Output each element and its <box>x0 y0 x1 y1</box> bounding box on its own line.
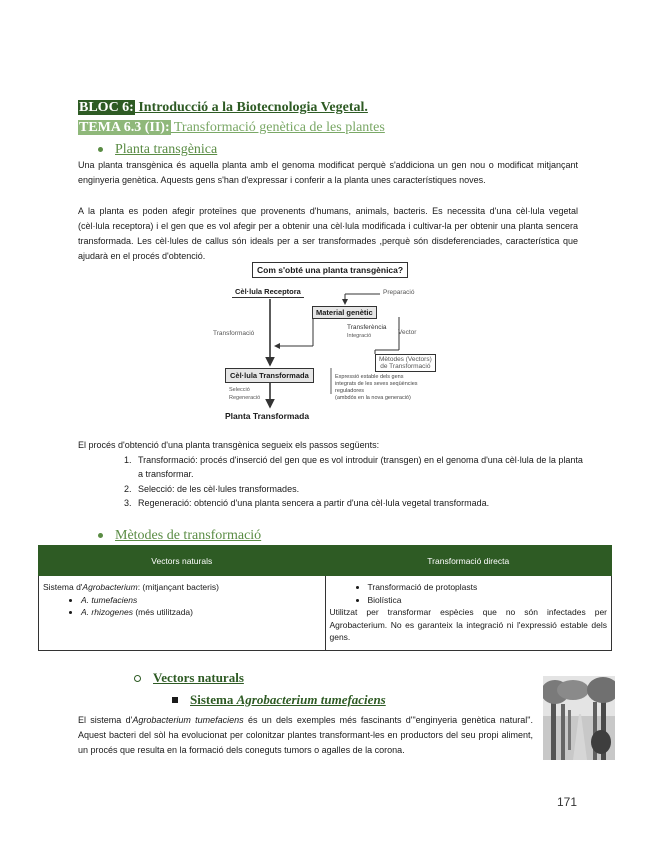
diagram-integracio: Integració <box>347 333 372 339</box>
diagram-regeneracio: Regeneració <box>229 395 261 401</box>
diagram-note-4: (ambdós en la nova generació) <box>335 395 411 401</box>
step-item: 3. Regeneració: obtenció d'una planta sencera a partir d'una cèl·lula vegetal transformada. <box>134 496 583 511</box>
bloc-heading <box>78 100 368 116</box>
square-bullet-icon <box>172 697 178 703</box>
final-italic: Agrobacterium tumefaciens <box>132 715 244 725</box>
section-title: Planta transgènica <box>115 142 218 157</box>
agro-list <box>43 594 321 619</box>
step-item: 1. Transformació: procés d'inserció del gen que es vol introduir (transgen) en el genoma d'una cèl·lula de la planta a transformar. <box>134 453 583 482</box>
section-title: Mètodes de transformació <box>115 528 262 543</box>
list-item: • Transformació de protoplasts <box>368 581 608 594</box>
bullet-dot-icon <box>98 533 103 538</box>
step-item: 2. Selecció: de les cèl·lules transformades. <box>134 482 583 497</box>
paragraph-definition: Una planta transgènica és aquella planta amb el genoma modificat perquè s'addiciona un gen nou o modificat mitjançant enginyeria genètica. Aquests gens s'han d'expressar i conferir a la planta unes característiques noves. <box>78 160 578 185</box>
list-item: • Biolística <box>368 594 608 607</box>
methods-table <box>38 545 612 651</box>
diagram-planta: Planta Transformada <box>225 411 310 421</box>
diagram-preparacio: Preparació <box>383 289 415 296</box>
diagram-receptora: Cèl·lula Receptora <box>232 286 304 298</box>
diagram-note-2: integrats de les seves seqüències <box>335 381 418 387</box>
tema-label: TEMA 6.3 (II): <box>79 120 170 135</box>
direct-note: Utilitzat per transformar espècies que no són infectades per Agrobacterium. No es garanteix la integració ni l'expressió estable dels gens. <box>329 607 607 642</box>
paragraph-cells: A la planta es poden afegir proteïnes que provenents d'humans, animals, bacteris. Es necessita d'una cèl·lula vegetal (cèl·lula receptora) i el gen que es vol afegir per a obtenir una cèl·lula modificada i cultivar-la per obtenir una planta sencera transformada. Les cèl·lules de callus són ideals per a ser transformades ,perquè són disdeferenciades, característica que ajudarà en el procés d'obtenció. <box>78 206 578 261</box>
section-title-prefix: Sistema <box>190 692 237 707</box>
diagram-material: Material genètic <box>312 306 377 319</box>
diagram-note-3: reguladores <box>335 388 365 394</box>
tree-photo <box>543 676 615 760</box>
steps-list <box>78 453 583 511</box>
section-agrobacterium <box>172 691 386 709</box>
hollow-bullet-icon <box>134 675 141 682</box>
diagram-title: Com s'obté una planta transgènica? <box>252 262 408 278</box>
diagram-transformacio: Transformació <box>213 330 255 337</box>
diagram-metodes-line2: de Transformació <box>380 363 431 370</box>
diagram-vector: Vector <box>398 329 417 336</box>
paragraph-agrobacterium <box>78 713 533 758</box>
bullet-dot-icon <box>98 147 103 152</box>
list-item: • A. rhizogenes (més utilitzada) <box>81 606 321 619</box>
agro-italic: Agrobacterium <box>82 582 138 592</box>
tema-heading <box>78 120 385 136</box>
agro-line <box>43 581 321 594</box>
diagram-metodes <box>375 354 436 372</box>
list-item: • A. tumefaciens <box>81 594 321 607</box>
steps-intro: El procés d'obtenció d'una planta transgènica segueix els passos següents: <box>78 440 380 450</box>
agro-suffix: : (mitjançant bacteris) <box>137 582 219 592</box>
diagram-seleccio: Selecció <box>229 387 250 393</box>
table-cell-vectors <box>39 576 326 651</box>
direct-list <box>330 581 608 606</box>
process-steps <box>78 438 583 511</box>
table-header-direct: Transformació directa <box>325 546 612 576</box>
final-prefix: El sistema d' <box>78 715 133 725</box>
bloc-title: Introducció a la Biotecnologia Vegetal. <box>134 100 368 115</box>
transgenic-diagram <box>205 262 445 430</box>
section-planta-transgenica <box>98 140 217 158</box>
diagram-transferencia: Transferència <box>347 324 387 331</box>
bloc-label: BLOC 6: <box>79 100 134 115</box>
section-vectors-naturals <box>134 669 244 687</box>
section-metodes <box>98 526 261 544</box>
diagram-metodes-line1: Mètodes (Vectors) <box>379 356 432 363</box>
tree-photo-illustration <box>543 676 615 760</box>
table-cell-direct <box>325 576 612 651</box>
page-number: 171 <box>557 795 578 809</box>
tema-title: Transformació genètica de les plantes <box>170 120 385 135</box>
diagram-transformada: Cèl·lula Transformada <box>225 368 314 383</box>
diagram-note <box>335 374 418 402</box>
table-header-vectors: Vectors naturals <box>39 546 326 576</box>
diagram-note-1: Expressió estable dels gens <box>335 374 404 380</box>
agro-prefix: Sistema d' <box>43 582 83 592</box>
final-rest: és un dels exemples més fascinants d'"enginyeria genètica natural". Aquest bacteri del sòl ha evolucionat per colonitzar plantes transformant-les en productors del seu propi aliment, un procés que resulta en la formació dels coneguts tumors o agalles de la corona. <box>78 715 533 755</box>
section-title: Vectors naturals <box>153 670 244 685</box>
section-title-italic: Agrobacterium tumefaciens <box>236 692 386 707</box>
